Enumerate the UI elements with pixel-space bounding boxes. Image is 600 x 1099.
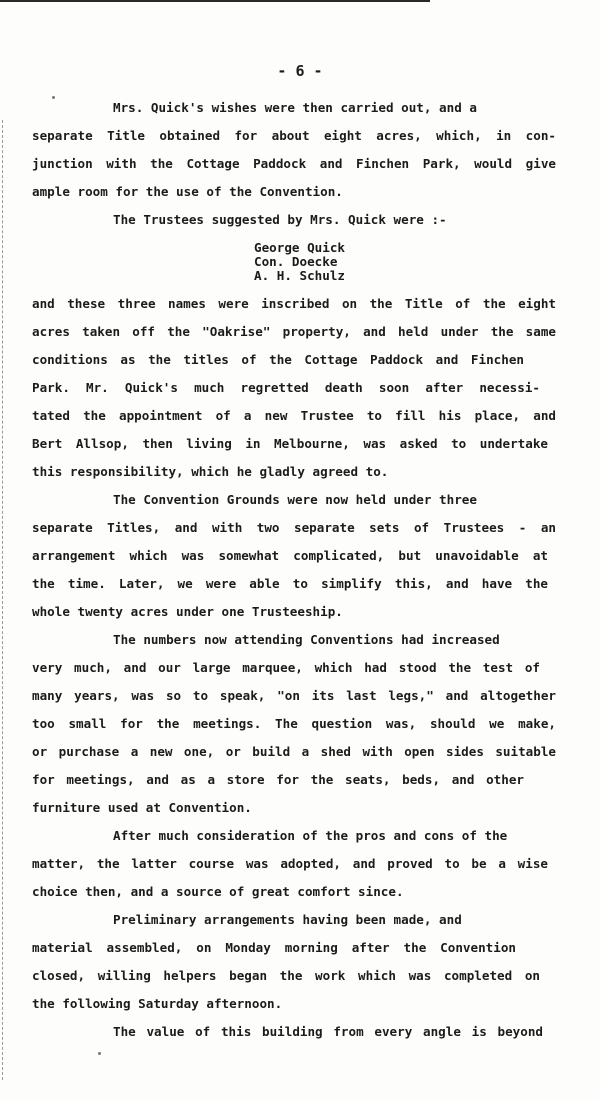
left-margin-mark — [2, 120, 4, 1080]
text-line: matter, the latter course was adopted, and proved to be a wise — [32, 856, 548, 871]
text-line: the following Saturday afternoon. — [32, 996, 283, 1011]
text-line: Preliminary arrangements having been made, and — [113, 912, 462, 927]
text-line: acres taken off the "Oakrise" property, and held under the same — [32, 324, 556, 339]
text-line: the time. Later, we were able to simplify this, and have the — [32, 576, 548, 591]
text-line: Park. Mr. Quick's much regretted death soon after necessi- — [32, 380, 540, 395]
text-line: separate Titles, and with two separate sets of Trustees - an — [32, 520, 556, 535]
text-line: too small for the meetings. The question was, should we make, — [32, 716, 556, 731]
text-line: ample room for the use of the Convention. — [32, 184, 343, 199]
text-line: for meetings, and as a store for the seats, beds, and other — [32, 772, 524, 787]
text-line: arrangement which was somewhat complicated, but unavoidable at — [32, 548, 548, 563]
text-line: The Trustees suggested by Mrs. Quick were :- — [113, 212, 447, 227]
text-line: junction with the Cottage Paddock and Finchen Park, would give — [32, 156, 556, 171]
text-line: The Convention Grounds were now held under three — [113, 492, 477, 507]
top-edge-rule — [0, 0, 430, 2]
text-line: George Quick — [254, 240, 345, 255]
text-line: conditions as the titles of the Cottage Paddock and Finchen — [32, 352, 524, 367]
text-line: whole twenty acres under one Trusteeship. — [32, 604, 343, 619]
text-line: A. H. Schulz — [254, 268, 345, 283]
text-line: Con. Doecke — [254, 254, 338, 269]
scan-speck — [98, 1052, 101, 1055]
text-line: tated the appointment of a new Trustee to fill his place, and — [32, 408, 556, 423]
text-line: The value of this building from every angle is beyond — [113, 1024, 543, 1039]
text-line: separate Title obtained for about eight acres, which, in con- — [32, 128, 556, 143]
text-line: and these three names were inscribed on the Title of the eight — [32, 296, 556, 311]
text-line: choice then, and a source of great comfort since. — [32, 884, 404, 899]
text-line: or purchase a new one, or build a shed with open sides suitable — [32, 744, 556, 759]
text-line: Mrs. Quick's wishes were then carried out, and a — [113, 100, 477, 115]
text-line: many years, was so to speak, "on its last legs," and altogether — [32, 688, 556, 703]
text-line: this responsibility, which he gladly agreed to. — [32, 464, 389, 479]
page-number: - 6 - — [277, 62, 323, 80]
text-line: furniture used at Convention. — [32, 800, 252, 815]
scan-speck — [52, 96, 55, 99]
text-line: After much consideration of the pros and cons of the — [113, 828, 508, 843]
text-line: Bert Allsop, then living in Melbourne, was asked to undertake — [32, 436, 548, 451]
text-line: closed, willing helpers began the work which was completed on — [32, 968, 540, 983]
text-line: The numbers now attending Conventions had increased — [113, 632, 500, 647]
text-line: very much, and our large marquee, which had stood the test of — [32, 660, 540, 675]
text-line: material assembled, on Monday morning after the Convention — [32, 940, 516, 955]
